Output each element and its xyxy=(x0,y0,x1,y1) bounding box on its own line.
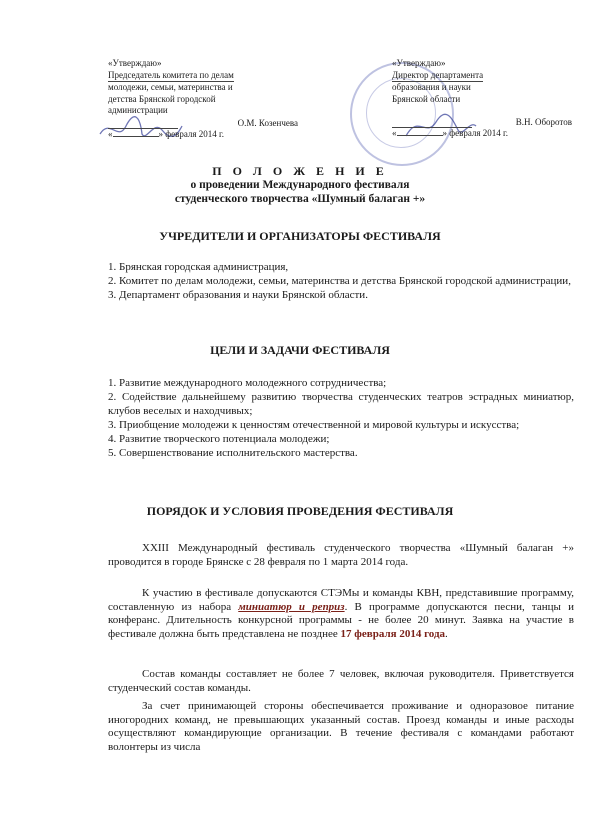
list-item: 2. Содействие дальнейшему развитию творчества студенческих театров эстрадных миниатюр, клубов веселых и находчивых; xyxy=(108,391,574,417)
list-item: 4. Развитие творческого потенциала молодежи; xyxy=(108,433,330,445)
document-title xyxy=(0,164,600,206)
highlight-deadline: 17 февраля 2014 года xyxy=(340,627,446,640)
goals-list xyxy=(108,376,574,460)
approval-date: « » февраля 2014 г. xyxy=(392,128,508,138)
approval-name: В.Н. Оборотов xyxy=(515,116,572,127)
list-item: 1. Развитие международного молодежного сотрудничества; xyxy=(108,377,387,389)
approval-position-line: образования и науки xyxy=(392,82,471,92)
title-line: о проведении Международного фестиваля xyxy=(190,179,410,191)
title-line: студенческого творчества «Шумный балаган +» xyxy=(174,193,426,205)
list-item: 2. Комитет по делам молодежи, семьи, материнства и детства Брянской городской администрации, xyxy=(108,275,571,287)
approval-position-line: Брянской области xyxy=(392,93,461,104)
approval-block-right xyxy=(392,58,572,140)
section-heading-founders: УЧРЕДИТЕЛИ И ОРГАНИЗАТОРЫ ФЕСТИВАЛЯ xyxy=(159,229,441,243)
paragraph-dates: XXIII Международный фестиваль студенческого творчества «Шумный балаган +» проводится в городе Брянске с 28 февраля по 1 марта 2014 года. xyxy=(108,542,574,568)
approval-position-line: администрации xyxy=(108,105,168,115)
approval-position-line: молодежи, семьи, материнства и xyxy=(108,82,233,92)
founders-list xyxy=(108,260,574,302)
list-item: 1. Брянская городская администрация, xyxy=(108,261,289,273)
approval-date: « » февраля 2014 г. xyxy=(108,129,224,139)
highlight-miniatures: миниатюр и реприз xyxy=(238,600,345,613)
approval-heading: «Утверждаю» xyxy=(392,58,446,68)
approval-heading: «Утверждаю» xyxy=(108,58,162,68)
paragraph-accommodation: За счет принимающей стороны обеспечивается проживание и одноразовое питание иногородних команд, не превышающих указанный состав. Проезд команды и иные расходы осуществляют командирующие организации. В течение фестиваля с командами работают волонтеры из числа xyxy=(108,700,574,753)
title-word: П О Л О Ж Е Н И Е xyxy=(212,164,388,178)
section-heading-goals: ЦЕЛИ И ЗАДАЧИ ФЕСТИВАЛЯ xyxy=(210,343,390,357)
paragraph-participation: К участию в фестивале допускаются СТЭМы и команды КВН, представившие программу, составленную из набора миниатюр и реприз. В программе допускаются песни, танцы и конферанс. Длительность конкурсной программы - не более 20 минут. Заявка на участие в фестивале должна быть представлена не позднее 17 февраля 2014 года. xyxy=(108,587,574,640)
approval-name: О.М. Козенчева xyxy=(237,117,298,128)
list-item: 3. Департамент образования и науки Брянской области. xyxy=(108,289,368,301)
approval-block-left xyxy=(108,58,298,141)
approval-position-line: Председатель комитета по делам xyxy=(108,70,234,83)
list-item: 3. Приобщение молодежи к ценностям отечественной и мировой культуры и искусства; xyxy=(108,419,520,431)
approval-position-line: детства Брянской городской xyxy=(108,93,216,104)
section-heading-procedure: ПОРЯДОК И УСЛОВИЯ ПРОВЕДЕНИЯ ФЕСТИВАЛЯ xyxy=(146,504,454,518)
paragraph-team-size: Состав команды составляет не более 7 человек, включая руководителя. Приветствуется студенческий состав команды. xyxy=(108,668,574,694)
approval-position-line: Директор департамента xyxy=(392,70,483,83)
list-item: 5. Совершенствование исполнительского мастерства. xyxy=(108,447,358,459)
